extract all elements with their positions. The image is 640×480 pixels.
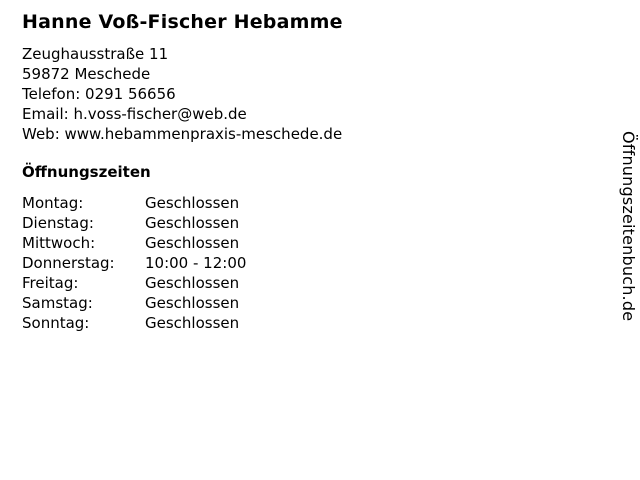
hours-value: 10:00 - 12:00 bbox=[145, 254, 247, 272]
day-label: Dienstag: bbox=[22, 214, 94, 232]
email-line: Email: h.voss-fischer@web.de bbox=[22, 105, 247, 123]
hours-value: Geschlossen bbox=[145, 274, 240, 292]
page-title: Hanne Voß-Fischer Hebamme bbox=[22, 11, 343, 33]
hours-row-saturday bbox=[22, 293, 600, 313]
web-line: Web: www.hebammenpraxis-meschede.de bbox=[22, 125, 343, 143]
brand-vertical-label: Öffnungszeitenbuch.de bbox=[619, 131, 638, 322]
phone-line: Telefon: 0291 56656 bbox=[22, 85, 176, 103]
hours-value: Geschlossen bbox=[145, 314, 240, 332]
hours-row-monday bbox=[22, 193, 600, 213]
day-label: Mittwoch: bbox=[22, 234, 96, 252]
contact-block bbox=[22, 44, 600, 144]
day-label: Freitag: bbox=[22, 274, 79, 292]
hours-row-thursday bbox=[22, 253, 600, 273]
day-label: Sonntag: bbox=[22, 314, 90, 332]
hours-value: Geschlossen bbox=[145, 294, 240, 312]
street-address: Zeughausstraße 11 bbox=[22, 45, 169, 63]
hours-row-wednesday bbox=[22, 233, 600, 253]
hours-row-friday bbox=[22, 273, 600, 293]
day-label: Donnerstag: bbox=[22, 254, 115, 272]
hours-value: Geschlossen bbox=[145, 234, 240, 252]
day-label: Montag: bbox=[22, 194, 84, 212]
hours-value: Geschlossen bbox=[145, 214, 240, 232]
city-address: 59872 Meschede bbox=[22, 65, 151, 83]
hours-row-tuesday bbox=[22, 213, 600, 233]
day-label: Samstag: bbox=[22, 294, 93, 312]
opening-hours-heading: Öffnungszeiten bbox=[22, 163, 151, 181]
hours-row-sunday bbox=[22, 313, 600, 333]
hours-value: Geschlossen bbox=[145, 194, 240, 212]
opening-hours-table bbox=[22, 193, 600, 333]
